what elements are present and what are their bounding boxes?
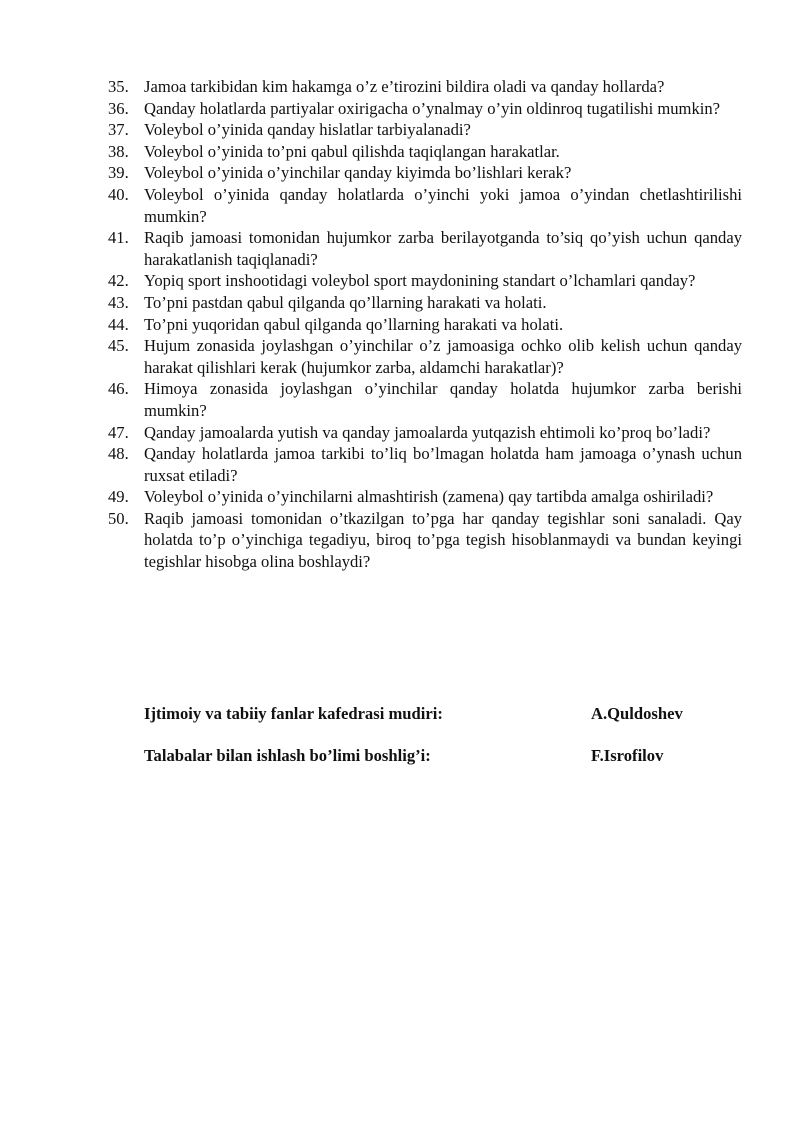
question-number: 45. [108,336,129,356]
question-text: Raqib jamoasi tomonidan hujumkor zarba berilayotganda to’siq qo’yish uchun qanday harakatlanish taqiqlanadi? [144,228,742,269]
question-number: 41. [108,228,129,248]
question-item [108,422,742,444]
signature-title: Ijtimoiy va tabiiy fanlar kafedrasi mudiri: [144,704,443,723]
question-number: 48. [108,444,129,464]
question-text: To’pni pastdan qabul qilganda qo’llarning harakati va holati. [144,292,547,312]
question-item [108,162,742,184]
question-item [108,98,742,120]
question-item [108,443,742,486]
question-text: Voleybol o’yinida o’yinchilar qanday kiyimda bo’lishlari kerak? [144,163,572,183]
question-number: 44. [108,314,129,334]
question-item [108,378,742,421]
signature-title: Talabalar bilan ishlash bo’limi boshlig’i: [144,746,431,765]
question-item [108,76,742,98]
question-text: Jamoa tarkibidan kim hakamga o’z e’tirozini bildira oladi va qanday hollarda? [144,77,665,96]
question-number: 46. [108,379,129,399]
question-text: Hujum zonasida joylashgan o’yinchilar o’z jamoasiga ochko olib kelish uchun qanday harakat qilishlari kerak (hujumkor zarba, aldamchi harakatlar)? [144,336,742,377]
signature-name: A.Quldoshev [591,704,683,723]
question-item [108,314,742,336]
question-number: 50. [108,508,129,528]
question-number: 36. [108,98,129,118]
question-item [108,508,742,573]
question-item [108,335,742,378]
question-text: Himoya zonasida joylashgan o’yinchilar qanday holatda hujumkor zarba berishi mumkin? [144,379,742,420]
question-text: Qanday holatlarda partiyalar oxirigacha o’ynalmay o’yin oldinroq tugatilishi mumkin? [144,98,721,118]
question-text: Voleybol o’yinida to’pni qabul qilishda taqiqlangan harakatlar. [144,141,560,161]
question-text: Raqib jamoasi tomonidan o’tkazilgan to’pga har qanday tegishlar soni sanaladi. Qay holatda to’p o’yinchiga tegadiyu, biroq to’pga tegish hisoblanmaydi va bundan keyingi tegishlar hisobga olina boshlaydi? [144,508,742,572]
question-number: 42. [108,271,129,291]
question-number: 38. [108,141,129,161]
question-item [108,184,742,227]
question-number: 40. [108,184,129,204]
question-item [108,141,742,163]
question-item [108,486,742,508]
question-number: 43. [108,292,129,312]
signature-block [144,704,742,767]
question-text: Qanday jamoalarda yutish va qanday jamoalarda yutqazish ehtimoli ko’proq bo’ladi? [144,422,711,442]
question-number: 47. [108,422,129,442]
question-text: Yopiq sport inshootidagi voleybol sport maydonining standart o’lchamlari qanday? [144,271,696,291]
question-item [108,119,742,141]
question-number: 37. [108,120,129,140]
signature-row [144,704,742,725]
question-number: 39. [108,163,129,183]
question-text: Voleybol o’yinida qanday holatlarda o’yinchi yoki jamoa o’yindan chetlashtirilishi mumkin? [144,184,742,226]
signature-row [144,746,742,767]
question-item [108,227,742,270]
question-item [108,270,742,292]
question-text: Voleybol o’yinida o’yinchilarni almashtirish (zamena) qay tartibda amalga oshiriladi? [144,487,714,507]
question-number: 35. [108,77,129,96]
question-text: To’pni yuqoridan qabul qilganda qo’llarning harakati va holati. [144,314,564,334]
question-list [108,76,742,573]
question-item [108,292,742,314]
question-text: Qanday holatlarda jamoa tarkibi to’liq bo’lmagan holatda ham jamoaga o’ynash uchun ruxsat etiladi? [144,444,742,485]
question-number: 49. [108,487,129,507]
signature-name: F.Isrofilov [591,746,664,765]
question-text: Voleybol o’yinida qanday hislatlar tarbiyalanadi? [144,120,471,140]
